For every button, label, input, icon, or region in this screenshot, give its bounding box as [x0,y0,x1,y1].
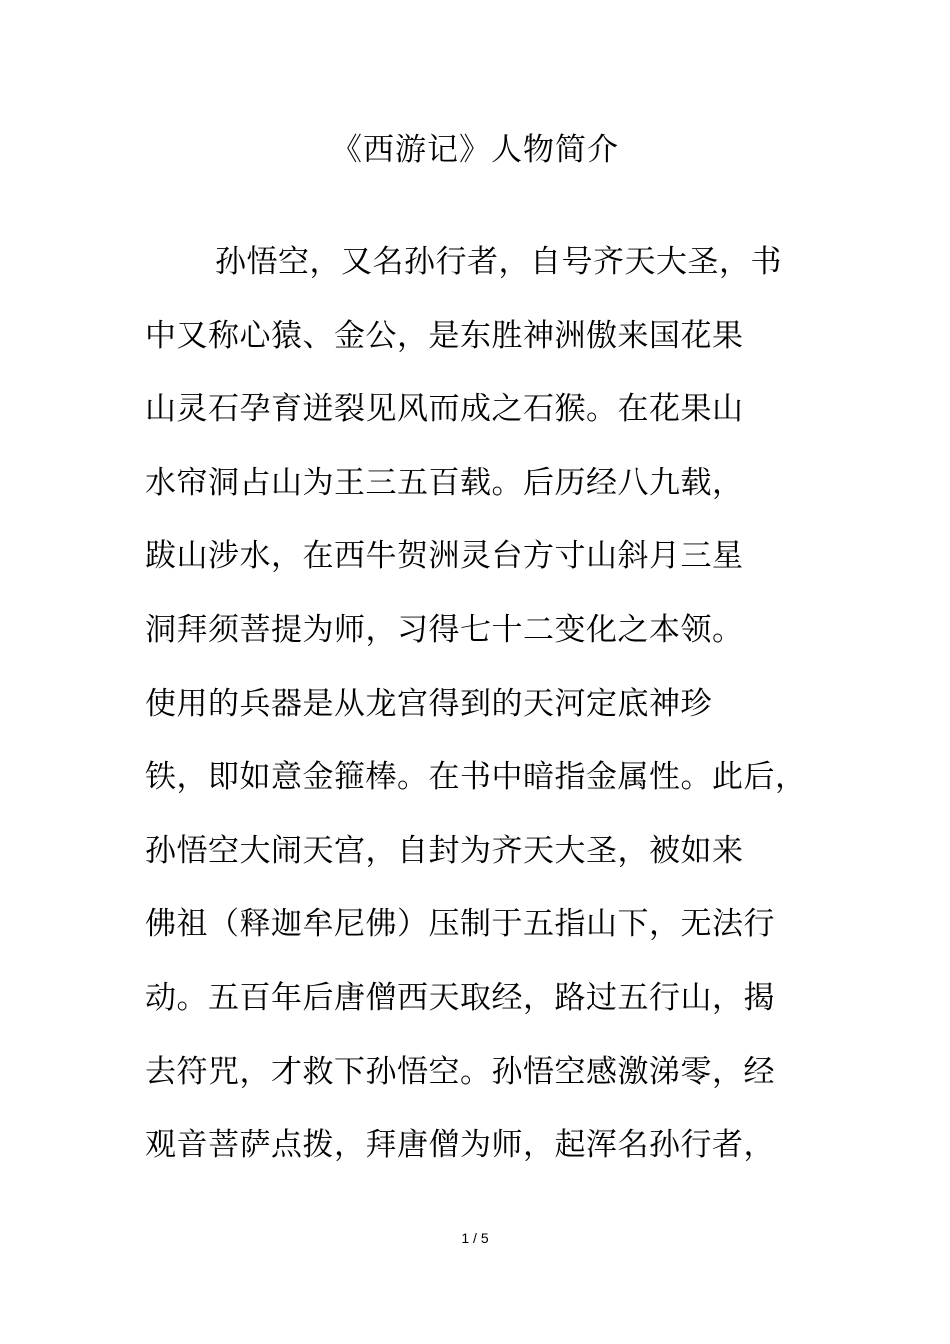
text-line: 孙悟空大闹天宫，自封为齐天大圣，被如来 [145,832,744,869]
body-paragraph [145,236,835,1193]
document-title: 《西游记》人物简介 [331,132,619,168]
text-line: 洞拜须菩提为师，习得七十二变化之本领。 [145,611,744,648]
text-line: 水帘洞占山为王三五百载。后历经八九载， [145,464,744,501]
text-line: 观音菩萨点拨，拜唐僧为师，起浑名孙行者， [145,1127,775,1164]
text-line: 中又称心猿、金公，是东胜神洲傲来国花果 [145,317,744,354]
text-line: 动。五百年后唐僧西天取经，路过五行山，揭 [145,979,775,1016]
text-line: 去符咒，才救下孙悟空。孙悟空感激涕零，经 [145,1053,775,1090]
text-line: 跋山涉水，在西牛贺洲灵台方寸山斜月三星 [145,538,744,575]
page-number: 1 / 5 [461,1230,489,1246]
text-line: 山灵石孕育迸裂见风而成之石猴。在花果山 [145,391,744,428]
text-line: 孙悟空，又名孙行者，自号齐天大圣，书 [215,244,782,280]
text-line: 使用的兵器是从龙宫得到的天河定底神珍 [145,685,712,722]
text-line: 佛祖（释迦牟尼佛）压制于五指山下，无法行 [145,906,775,943]
text-line: 铁，即如意金箍棒。在书中暗指金属性。此后， [145,759,807,796]
